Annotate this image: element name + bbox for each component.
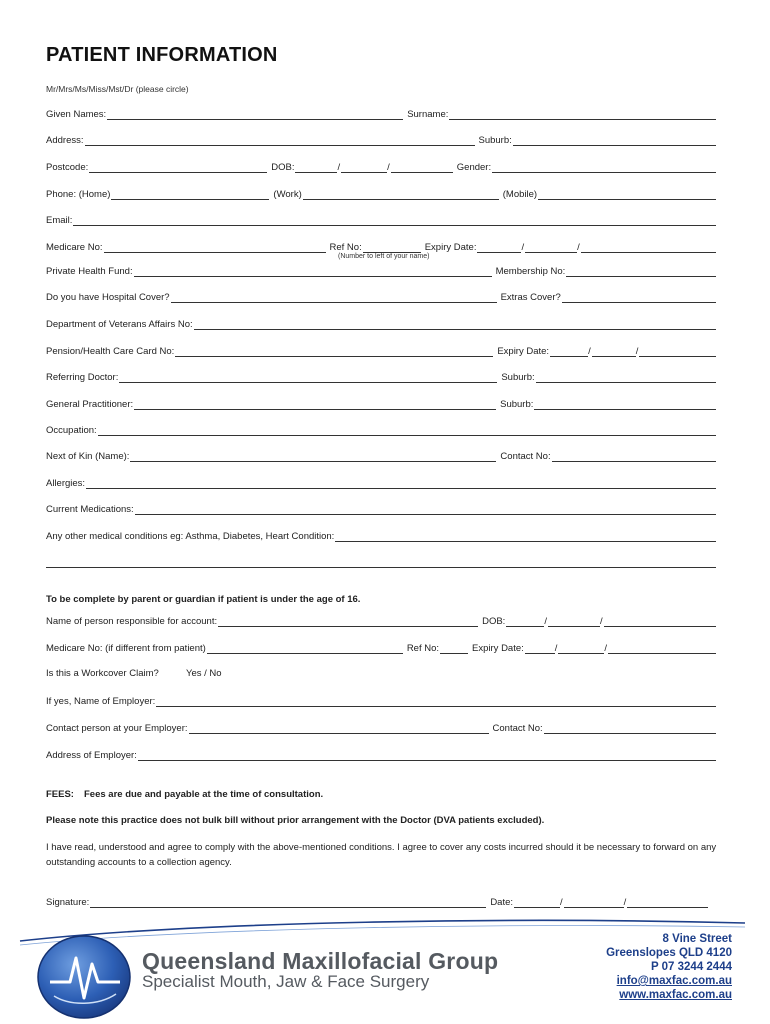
phone-home-label: Phone: (Home) (46, 189, 111, 200)
medicare-label: Medicare No: (46, 242, 103, 253)
row-employer-address (46, 747, 716, 761)
row-referring-doctor (46, 369, 716, 383)
responsible-person-label: Name of person responsible for account: (46, 616, 218, 627)
guardian-ref-no-field[interactable] (440, 643, 468, 654)
expiry-separator: / (604, 643, 608, 654)
health-fund-field[interactable] (134, 266, 492, 277)
ref-no-note: (Number to left of your name) (338, 253, 430, 260)
row-address (46, 132, 716, 146)
row-postcode (46, 159, 716, 173)
expiry-separator: / (588, 346, 591, 357)
gp-label: General Practitioner: (46, 399, 134, 410)
conditions-field-continued[interactable] (46, 557, 716, 568)
address-label: Address: (46, 135, 84, 146)
guardian-medicare-field[interactable] (207, 643, 403, 654)
dob-separator: / (599, 616, 603, 627)
postcode-field[interactable] (89, 162, 267, 173)
pension-expiry-year-field[interactable] (639, 346, 716, 357)
guardian-heading: To be complete by parent or guardian if patient is under the age of 16. (46, 594, 361, 605)
employer-name-label: If yes, Name of Employer: (46, 696, 156, 707)
employer-name-field[interactable] (156, 696, 716, 707)
expiry-separator: / (635, 346, 639, 357)
logo-icon (36, 934, 132, 1020)
guardian-dob-day-field[interactable] (506, 616, 544, 627)
hospital-cover-label: Do you have Hospital Cover? (46, 292, 170, 303)
medications-field[interactable] (135, 504, 716, 515)
guardian-expiry-day-field[interactable] (525, 643, 555, 654)
fees-text: Fees are due and payable at the time of consultation. (84, 789, 324, 800)
dob-separator: / (544, 616, 547, 627)
row-gp (46, 396, 716, 410)
dva-label: Department of Veterans Affairs No: (46, 319, 193, 330)
row-medications (46, 501, 716, 515)
dob-day-field[interactable] (295, 162, 337, 173)
ref-no-label: Ref No: (329, 242, 362, 253)
given-names-field[interactable] (107, 109, 403, 120)
row-email (46, 212, 716, 226)
company-tagline: Specialist Mouth, Jaw & Face Surgery (142, 972, 430, 991)
allergies-field[interactable] (86, 478, 716, 489)
employer-contact-no-label: Contact No: (492, 723, 543, 734)
suburb-field[interactable] (513, 135, 716, 146)
pension-card-field[interactable] (175, 346, 493, 357)
gp-suburb-field[interactable] (534, 399, 716, 410)
pension-expiry-label: Expiry Date: (497, 346, 550, 357)
employer-address-label: Address of Employer: (46, 750, 137, 761)
suburb-label: Suburb: (478, 135, 512, 146)
phone-number: P 07 3244 2444 (650, 961, 732, 973)
row-employer-name (46, 693, 716, 707)
row-dva (46, 316, 716, 330)
agreement-text: I have read, understood and agree to comply with the above-mentioned conditions. I agree to cover any costs incurred should it be necessary to forward on any outstanding accounts to a collection agency. (46, 842, 717, 868)
employer-contact-label: Contact person at your Employer: (46, 723, 188, 734)
occupation-field[interactable] (98, 425, 716, 436)
company-name: Queensland Maxillofacial Group (142, 948, 499, 974)
dob-year-field[interactable] (391, 162, 453, 173)
guardian-dob-month-field[interactable] (548, 616, 600, 627)
gender-label: Gender: (456, 162, 492, 173)
gender-field[interactable] (492, 162, 716, 173)
website-link[interactable]: www.maxfac.com.au (619, 989, 732, 1001)
row-phone (46, 186, 716, 200)
signature-date-year-field[interactable] (627, 897, 708, 908)
signature-date-day-field[interactable] (514, 897, 560, 908)
row-health-fund (46, 263, 716, 277)
medicare-field[interactable] (104, 242, 326, 253)
row-responsible-person (46, 613, 716, 627)
signature-label: Signature: (46, 897, 90, 908)
next-of-kin-field[interactable] (130, 451, 496, 462)
dob-label: DOB: (271, 162, 295, 173)
row-guardian-medicare (46, 640, 716, 654)
row-conditions-continued (46, 554, 716, 568)
surname-label: Surname: (407, 109, 449, 120)
expiry-date-label: Expiry Date: (424, 242, 477, 253)
employer-address-field[interactable] (138, 750, 716, 761)
postcode-label: Postcode: (46, 162, 89, 173)
conditions-label: Any other medical conditions eg: Asthma, Diabetes, Heart Condition: (46, 531, 335, 542)
health-fund-label: Private Health Fund: (46, 266, 133, 277)
gp-field[interactable] (134, 399, 496, 410)
salutation-options[interactable]: Mr/Mrs/Ms/Miss/Mst/Dr (please circle) (46, 84, 189, 94)
row-pension (46, 343, 716, 357)
kin-contact-field[interactable] (552, 451, 716, 462)
address-field[interactable] (85, 135, 475, 146)
responsible-person-field[interactable] (218, 616, 478, 627)
allergies-label: Allergies: (46, 478, 86, 489)
row-occupation (46, 422, 716, 436)
row-next-of-kin (46, 448, 716, 462)
medications-label: Current Medications: (46, 504, 134, 515)
signature-field[interactable] (90, 897, 486, 908)
expiry-separator: / (521, 242, 525, 253)
expiry-separator: / (554, 643, 558, 654)
given-names-label: Given Names: (46, 109, 107, 120)
extras-cover-field[interactable] (562, 292, 716, 303)
signature-date-month-field[interactable] (564, 897, 624, 908)
row-allergies (46, 475, 716, 489)
guardian-dob-label: DOB: (482, 616, 506, 627)
gp-suburb-label: Suburb: (500, 399, 534, 410)
next-of-kin-label: Next of Kin (Name): (46, 451, 130, 462)
guardian-expiry-month-field[interactable] (558, 643, 604, 654)
page-title: PATIENT INFORMATION (46, 44, 278, 66)
street-address: 8 Vine Street (662, 933, 732, 945)
guardian-expiry-year-field[interactable] (608, 643, 716, 654)
row-cover (46, 289, 716, 303)
row-names (46, 106, 716, 120)
row-employer-contact (46, 720, 716, 734)
dob-separator: / (337, 162, 341, 173)
pension-expiry-day-field[interactable] (550, 346, 588, 357)
expiry-year-field[interactable] (581, 242, 716, 253)
expiry-day-field[interactable] (477, 242, 521, 253)
email-field[interactable] (73, 215, 716, 226)
conditions-field[interactable] (335, 531, 716, 542)
referring-doctor-label: Referring Doctor: (46, 372, 119, 383)
pension-expiry-month-field[interactable] (592, 346, 636, 357)
signature-date-label: Date: (490, 897, 514, 908)
membership-no-field[interactable] (566, 266, 716, 277)
workcover-options[interactable]: Yes / No (186, 668, 222, 679)
row-medicare (46, 239, 716, 253)
dva-field[interactable] (194, 319, 716, 330)
dob-month-field[interactable] (341, 162, 387, 173)
ref-no-field[interactable] (363, 242, 421, 253)
contact-block (606, 932, 732, 1002)
date-separator: / (560, 897, 563, 908)
occupation-label: Occupation: (46, 425, 97, 436)
workcover-question: Is this a Workcover Claim? (46, 668, 159, 679)
pension-card-label: Pension/Health Care Card No: (46, 346, 175, 357)
membership-no-label: Membership No: (495, 266, 566, 277)
extras-cover-label: Extras Cover? (500, 292, 561, 303)
phone-work-label: (Work) (273, 189, 302, 200)
guardian-dob-year-field[interactable] (604, 616, 716, 627)
email-label: Email: (46, 215, 73, 226)
referring-doctor-field[interactable] (119, 372, 497, 383)
guardian-expiry-label: Expiry Date: (472, 643, 524, 654)
phone-work-field[interactable] (303, 189, 499, 200)
date-separator: / (623, 897, 627, 908)
expiry-separator: / (577, 242, 580, 253)
referring-suburb-label: Suburb: (501, 372, 535, 383)
expiry-month-field[interactable] (525, 242, 577, 253)
referring-suburb-field[interactable] (536, 372, 716, 383)
guardian-medicare-label: Medicare No: (if different from patient) (46, 643, 206, 654)
guardian-ref-no-label: Ref No: (406, 643, 440, 654)
employer-contact-field[interactable] (189, 723, 489, 734)
dob-separator: / (387, 162, 390, 173)
suburb-address: Greenslopes QLD 4120 (606, 947, 732, 959)
phone-home-field[interactable] (111, 189, 269, 200)
fees-label: FEES: (46, 789, 74, 800)
kin-contact-label: Contact No: (500, 451, 551, 462)
phone-mobile-field[interactable] (538, 189, 716, 200)
row-conditions (46, 528, 716, 542)
bulk-bill-notice: Please note this practice does not bulk bill without prior arrangement with the Doctor (DVA patients excluded). (46, 815, 545, 826)
row-signature (46, 894, 708, 908)
phone-mobile-label: (Mobile) (502, 189, 538, 200)
hospital-cover-field[interactable] (171, 292, 497, 303)
email-link[interactable]: info@maxfac.com.au (616, 975, 732, 987)
employer-contact-no-field[interactable] (544, 723, 716, 734)
surname-field[interactable] (449, 109, 716, 120)
